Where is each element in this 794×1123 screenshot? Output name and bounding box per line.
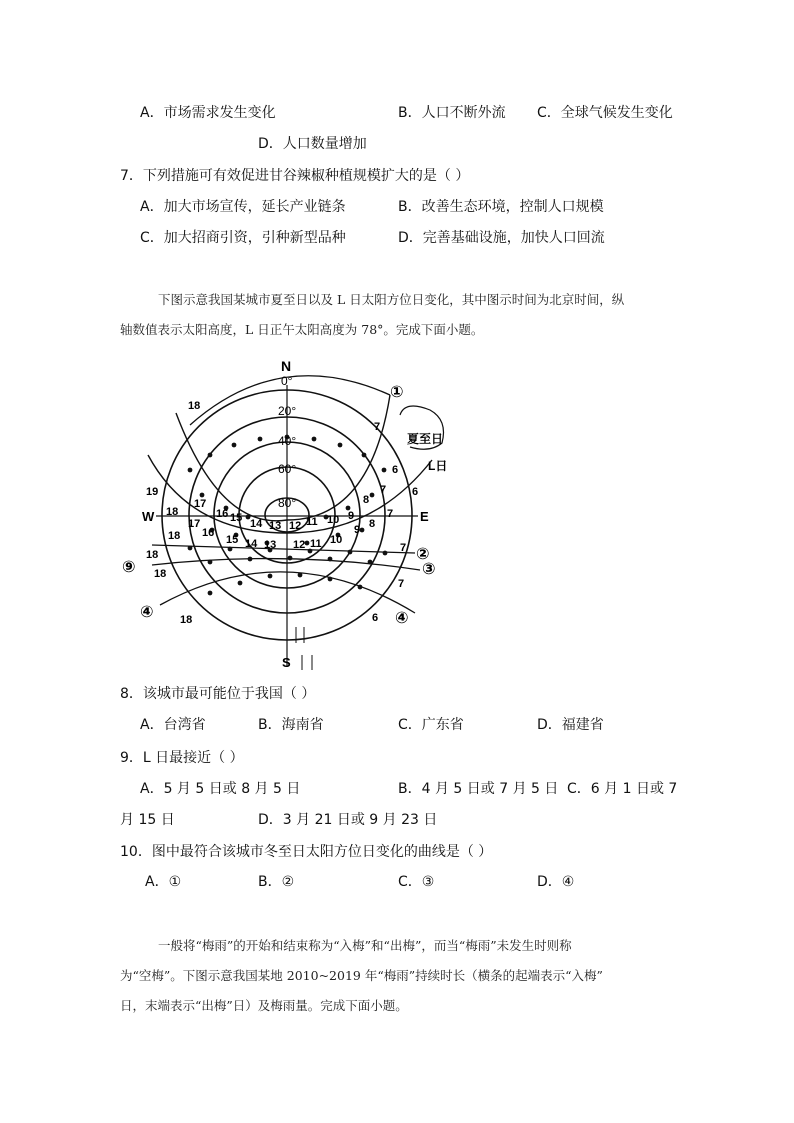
hour-label: 10 (330, 534, 343, 546)
hour-label: 13 (269, 520, 282, 532)
curve-label-2: ② (416, 546, 430, 563)
q9-option-d: D．3 月 21 日或 9 月 23 日 (258, 812, 438, 828)
curve-label-4-right: ④ (395, 610, 409, 627)
hour-label: 7 (400, 542, 407, 554)
hour-label: 10 (327, 514, 340, 526)
curve-label-lday: L日 (428, 459, 448, 473)
intro2-line2: 为“空梅”。下图示意我国某地 2010~2019 年“梅雨”持续时长（横条的起端表示“入梅” (120, 968, 603, 983)
hour-label: 13 (264, 539, 277, 551)
hour-label: 11 (306, 516, 318, 528)
q8-option-b: B．海南省 (258, 717, 324, 733)
curve-label-3: ③ (422, 561, 436, 578)
q8-option-c: C．广东省 (398, 717, 464, 733)
curve-label-9: ⑨ (122, 559, 136, 576)
q9-option-a: A．5 月 5 日或 8 月 5 日 (140, 781, 301, 797)
altitude-label-40: 40° (278, 434, 297, 448)
hour-label: 19 (146, 486, 159, 498)
q10-stem: 10．图中最符合该城市冬至日太阳方位日变化的曲线是（ ） (120, 844, 493, 860)
hour-label: 6 (372, 612, 379, 624)
hour-label: 15 (226, 534, 239, 546)
q6-option-a: A．市场需求发生变化 (140, 105, 276, 121)
q6-option-c: C．全球气候发生变化 (537, 105, 673, 121)
hour-label: 8 (363, 494, 370, 506)
hour-label: 7 (387, 508, 394, 520)
intro1-line1: 下图示意我国某城市夏至日以及 L 日太阳方位日变化，其中图示时间为北京时间，纵 (158, 292, 625, 307)
intro2-line1: 一般将“梅雨”的开始和结束称为“入梅”和“出梅”，而当“梅雨”未发生时则称 (158, 938, 572, 953)
q9-option-c: C．6 月 1 日或 7 (567, 781, 678, 797)
hour-label: 18 (180, 614, 193, 626)
q7-option-c: C．加大招商引资，引种新型品种 (140, 230, 346, 246)
q10-option-c: C．③ (398, 874, 435, 890)
hour-label: 12 (289, 520, 302, 532)
q6-option-d: D．人口数量增加 (258, 136, 367, 152)
hour-label: 18 (154, 568, 167, 580)
hour-label: 18 (188, 400, 201, 412)
q8-option-a: A．台湾省 (140, 717, 206, 733)
hour-label: 14 (245, 538, 258, 550)
hour-label: 6 (392, 464, 399, 476)
hour-label: 12 (293, 539, 306, 551)
hour-label: 18 (146, 549, 159, 561)
hour-label: 9 (354, 524, 361, 536)
q8-option-d: D．福建省 (537, 717, 604, 733)
altitude-label-0: 0° (281, 374, 293, 388)
hour-label: 14 (250, 518, 263, 530)
hour-label: 15 (230, 512, 243, 524)
hour-label: 7 (398, 578, 405, 590)
q10-option-a: A．① (145, 874, 182, 890)
sun-path-figure (122, 355, 460, 675)
altitude-label-60: 60° (278, 462, 297, 476)
q8-stem: 8．该城市最可能位于我国（ ） (120, 686, 316, 702)
intro1-line2: 轴数值表示太阳高度，L 日正午太阳高度为 78°。完成下面小题。 (120, 322, 484, 337)
hour-label: 16 (202, 527, 215, 539)
direction-s: S (282, 655, 291, 670)
hour-label: 16 (216, 508, 229, 520)
curve-label-4: ④ (140, 604, 154, 621)
direction-n: N (281, 358, 292, 374)
q6-option-b: B．人口不断外流 (398, 105, 506, 121)
curve-label-1: ① (390, 384, 404, 401)
hour-label: 8 (369, 518, 376, 530)
curve-3 (152, 559, 420, 570)
hour-label: 17 (194, 498, 207, 510)
q9-stem: 9．L 日最接近（ ） (120, 750, 244, 766)
hour-label: 6 (412, 486, 419, 498)
hour-label: 11 (310, 538, 322, 550)
hour-label: 17 (188, 518, 201, 530)
altitude-label-20: 20° (278, 404, 297, 418)
q9-option-b: B．4 月 5 日或 7 月 5 日 (398, 781, 559, 797)
intro2-line3: 日，末端表示“出梅”日）及梅雨量。完成下面小题。 (120, 998, 408, 1013)
hour-label: 18 (166, 506, 179, 518)
q9-option-c-cont: 月 15 日 (120, 812, 175, 828)
altitude-label-80: 80° (278, 496, 297, 510)
q10-option-b: B．② (258, 874, 295, 890)
curve-label-summer: 夏至日 (407, 432, 444, 446)
direction-w: W (142, 509, 155, 524)
q10-option-d: D．④ (537, 874, 575, 890)
q7-option-d: D．完善基础设施，加快人口回流 (398, 230, 605, 246)
q7-option-b: B．改善生态环境，控制人口规模 (398, 199, 604, 215)
hour-label: 7 (380, 484, 387, 496)
hour-label: 18 (168, 530, 181, 542)
q7-option-a: A．加大市场宣传，延长产业链条 (140, 199, 346, 215)
hour-label: 9 (348, 510, 355, 522)
q7-stem: 7．下列措施可有效促进甘谷辣椒种植规模扩大的是（ ） (120, 168, 470, 184)
direction-e: E (420, 509, 429, 524)
hour-label: 7 (374, 421, 381, 433)
